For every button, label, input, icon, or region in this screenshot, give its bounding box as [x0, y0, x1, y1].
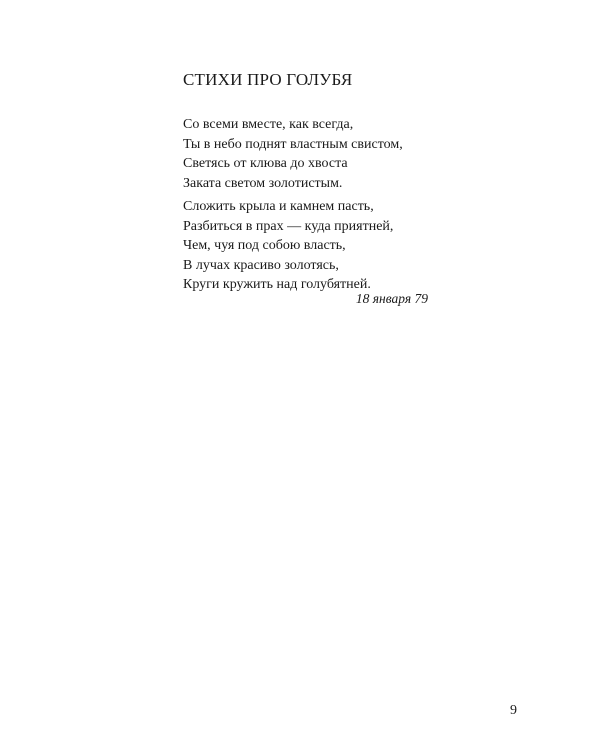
poem-date: 18 января 79	[355, 291, 428, 306]
poem-line: Разбиться в прах — куда приятней,	[183, 218, 394, 234]
poem-line: Со всеми вместе, как всегда,	[183, 117, 354, 132]
poem-line: Светясь от клюва до хвоста	[183, 156, 348, 171]
poem-line: Чем, чуя под собою власть,	[183, 238, 346, 253]
poem-title: СТИХИ ПРО ГОЛУБЯ	[183, 70, 353, 89]
poem-line: Заката светом золотистым.	[183, 175, 343, 191]
poem-line: Ты в небо поднят властным свистом,	[183, 136, 403, 152]
page-number: 9	[510, 703, 517, 718]
stanza-2	[183, 197, 393, 295]
poem-line: Круги кружить над голубятней.	[183, 277, 371, 292]
stanza-1	[183, 115, 403, 193]
poem-line: В лучах красиво золотясь,	[183, 257, 339, 273]
poem-line: Сложить крыла и камнем пасть,	[183, 199, 374, 214]
